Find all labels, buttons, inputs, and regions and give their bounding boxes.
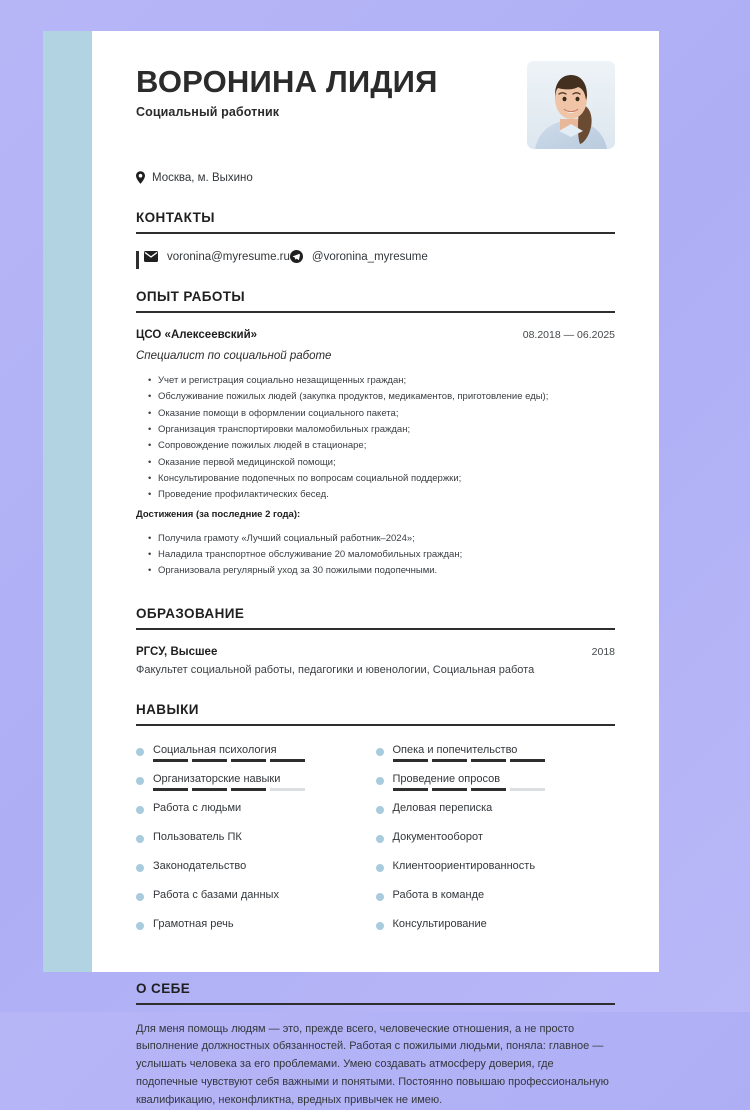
list-item: • Оказание первой медицинской помощи; <box>158 455 615 471</box>
skill-level-segment <box>432 759 467 762</box>
experience-heading: ОПЫТ РАБОТЫ <box>136 289 246 304</box>
candidate-photo <box>527 61 615 149</box>
candidate-role: Социальный работник <box>136 105 280 120</box>
skill-body <box>153 773 376 792</box>
skill-item <box>376 918 616 947</box>
skill-bullet-icon <box>376 806 384 814</box>
skill-label: Грамотная речь <box>153 917 234 930</box>
skill-level-segment <box>153 759 188 762</box>
skill-bullet-icon <box>136 777 144 785</box>
skills-heading: НАВЫКИ <box>136 701 199 717</box>
resume-page <box>43 31 659 1106</box>
location-row <box>136 171 615 184</box>
skill-label: Проведение опросов <box>392 772 501 785</box>
skill-level-segment <box>192 788 227 791</box>
contact-email-value: voronina@myresume.ru <box>167 250 290 263</box>
skill-level-meter <box>153 759 305 762</box>
list-item: • Сопровождение пожилых людей в стационаре; <box>158 438 615 454</box>
skill-item <box>136 860 376 889</box>
education-school: РГСУ, Высшее <box>136 645 218 658</box>
skill-item <box>136 918 376 947</box>
contacts-list <box>136 250 615 263</box>
skill-level-segment <box>471 759 506 762</box>
skill-label: Социальная психология <box>153 743 277 756</box>
skill-item <box>376 773 616 802</box>
achievements-heading: Достижения (за последние 2 года): <box>136 508 301 520</box>
skill-body <box>393 918 616 931</box>
skill-item <box>376 744 616 773</box>
skill-body <box>153 831 376 844</box>
skill-label: Законодательство <box>153 859 247 872</box>
skill-item <box>376 889 616 918</box>
skill-level-segment <box>510 759 545 762</box>
list-item: • Проведение профилактических бесед. <box>158 487 615 503</box>
skills-section <box>136 702 615 947</box>
job-header <box>136 329 615 341</box>
skill-body <box>153 802 376 815</box>
list-item: • Наладила транспортное обслуживание 20 маломобильных граждан; <box>158 547 615 563</box>
list-item: • Обслуживание пожилых людей (закупка продуктов, медикаментов, приготовление еды); <box>158 389 615 405</box>
job-duties-list <box>136 373 615 504</box>
education-rule <box>136 628 615 630</box>
education-heading: ОБРАЗОВАНИЕ <box>136 605 245 621</box>
skill-bullet-icon <box>136 864 144 872</box>
skill-bullet-icon <box>376 748 384 756</box>
skill-level-segment <box>432 788 467 791</box>
contacts-section <box>136 210 615 263</box>
page-side-stripe <box>43 31 92 972</box>
skill-level-meter <box>393 788 545 791</box>
contacts-rule <box>136 232 615 234</box>
skill-item <box>136 889 376 918</box>
skill-item <box>136 802 376 831</box>
skill-bullet-icon <box>376 893 384 901</box>
list-item: • Учет и регистрация социально незащищенных граждан; <box>158 373 615 389</box>
skill-body <box>393 860 616 873</box>
photo-illustration <box>527 61 615 149</box>
job-position: Специалист по социальной работе <box>136 350 332 362</box>
skill-label: Консультирование <box>392 917 487 930</box>
skill-bullet-icon <box>376 864 384 872</box>
list-item: • Получила грамоту «Лучший социальный работник–2024»; <box>158 531 615 547</box>
list-item: • Консультирование подопечных по вопросам социальной поддержки; <box>158 471 615 487</box>
skill-item <box>136 744 376 773</box>
candidate-name: ВОРОНИНА ЛИДИЯ <box>136 64 438 99</box>
skill-label: Пользователь ПК <box>153 830 242 843</box>
skill-body <box>393 831 616 844</box>
skill-label: Работа с базами данных <box>153 888 279 901</box>
skill-body <box>393 802 616 815</box>
skill-body <box>153 744 376 763</box>
skill-label: Деловая переписка <box>392 801 493 814</box>
job-dates: 08.2018 — 06.2025 <box>522 329 615 341</box>
skill-body <box>153 889 376 902</box>
skill-bullet-icon <box>136 806 144 814</box>
skill-item <box>376 860 616 889</box>
contacts-accent-bar <box>136 251 139 269</box>
about-heading: О СЕБЕ <box>136 980 191 996</box>
skill-bullet-icon <box>136 748 144 756</box>
skills-grid <box>136 744 615 947</box>
job-achievements-list <box>136 531 615 580</box>
about-rule <box>136 1003 615 1005</box>
skill-bullet-icon <box>136 922 144 930</box>
education-entry-header <box>136 646 615 658</box>
skill-item <box>376 831 616 860</box>
skill-level-meter <box>393 759 545 762</box>
skill-level-segment <box>393 788 428 791</box>
skill-label: Организаторские навыки <box>153 772 281 785</box>
experience-rule <box>136 311 615 313</box>
skill-body <box>393 744 616 763</box>
envelope-icon <box>144 251 158 262</box>
skill-bullet-icon <box>376 835 384 843</box>
telegram-icon <box>290 250 303 263</box>
skill-level-segment <box>153 788 188 791</box>
skill-bullet-icon <box>376 777 384 785</box>
skill-level-segment <box>231 788 266 791</box>
contact-telegram[interactable] <box>290 250 428 263</box>
skill-body <box>153 918 376 931</box>
map-pin-icon <box>136 171 145 184</box>
contacts-heading: КОНТАКТЫ <box>136 210 215 225</box>
education-detail: Факультет социальной работы, педагогики и ювенологии, Социальная работа <box>136 663 535 676</box>
skill-level-segment <box>471 788 506 791</box>
skill-item <box>136 773 376 802</box>
skill-bullet-icon <box>136 835 144 843</box>
skill-level-segment <box>510 788 545 791</box>
skills-rule <box>136 724 615 726</box>
skill-body <box>393 773 616 792</box>
skill-bullet-icon <box>376 922 384 930</box>
skill-item <box>136 831 376 860</box>
list-item: • Оказание помощи в оформлении социального пакета; <box>158 406 615 422</box>
skill-bullet-icon <box>136 893 144 901</box>
skill-level-segment <box>393 759 428 762</box>
education-section <box>136 606 615 676</box>
location-text: Москва, м. Выхино <box>152 171 253 184</box>
resume-header <box>136 61 615 149</box>
experience-section <box>136 289 615 580</box>
skill-label: Клиентоориентированность <box>392 859 536 872</box>
skill-level-segment <box>270 788 305 791</box>
skill-level-segment <box>270 759 305 762</box>
skill-body <box>153 860 376 873</box>
skill-body <box>393 889 616 902</box>
skills-column-left <box>136 744 376 947</box>
job-company: ЦСО «Алексеевский» <box>136 329 258 341</box>
header-text-block <box>136 61 438 119</box>
skill-level-meter <box>153 788 305 791</box>
about-text: Для меня помощь людям — это, прежде всего, человеческие отношения, а не просто выполнение должностных обязанностей. Работая с пожилыми людьми, поняла: главное — услышать человека за его проблемами. Умею создавать атмосферу доверия, где подопечные чувствуют себя важными и понятыми. Постоянно повышаю профессиональную квалификацию, неконфликтна, вредных привычек не имею. <box>136 1022 609 1106</box>
skill-level-segment <box>192 759 227 762</box>
contact-email[interactable] <box>144 250 290 263</box>
contact-telegram-value: @voronina_myresume <box>311 250 428 263</box>
list-item: • Организовала регулярный уход за 30 пожилыми подопечными. <box>158 563 615 579</box>
list-item: • Организация транспортировки маломобильных граждан; <box>158 422 615 438</box>
skills-column-right <box>376 744 616 947</box>
skill-label: Опека и попечительство <box>392 743 518 756</box>
skill-level-segment <box>231 759 266 762</box>
about-section <box>136 981 615 1110</box>
resume-sheet <box>92 31 659 1106</box>
skill-label: Работа с людьми <box>153 801 242 814</box>
education-year: 2018 <box>591 645 615 658</box>
skill-label: Документооборот <box>392 830 483 843</box>
skill-label: Работа в команде <box>392 888 485 901</box>
skill-item <box>376 802 616 831</box>
